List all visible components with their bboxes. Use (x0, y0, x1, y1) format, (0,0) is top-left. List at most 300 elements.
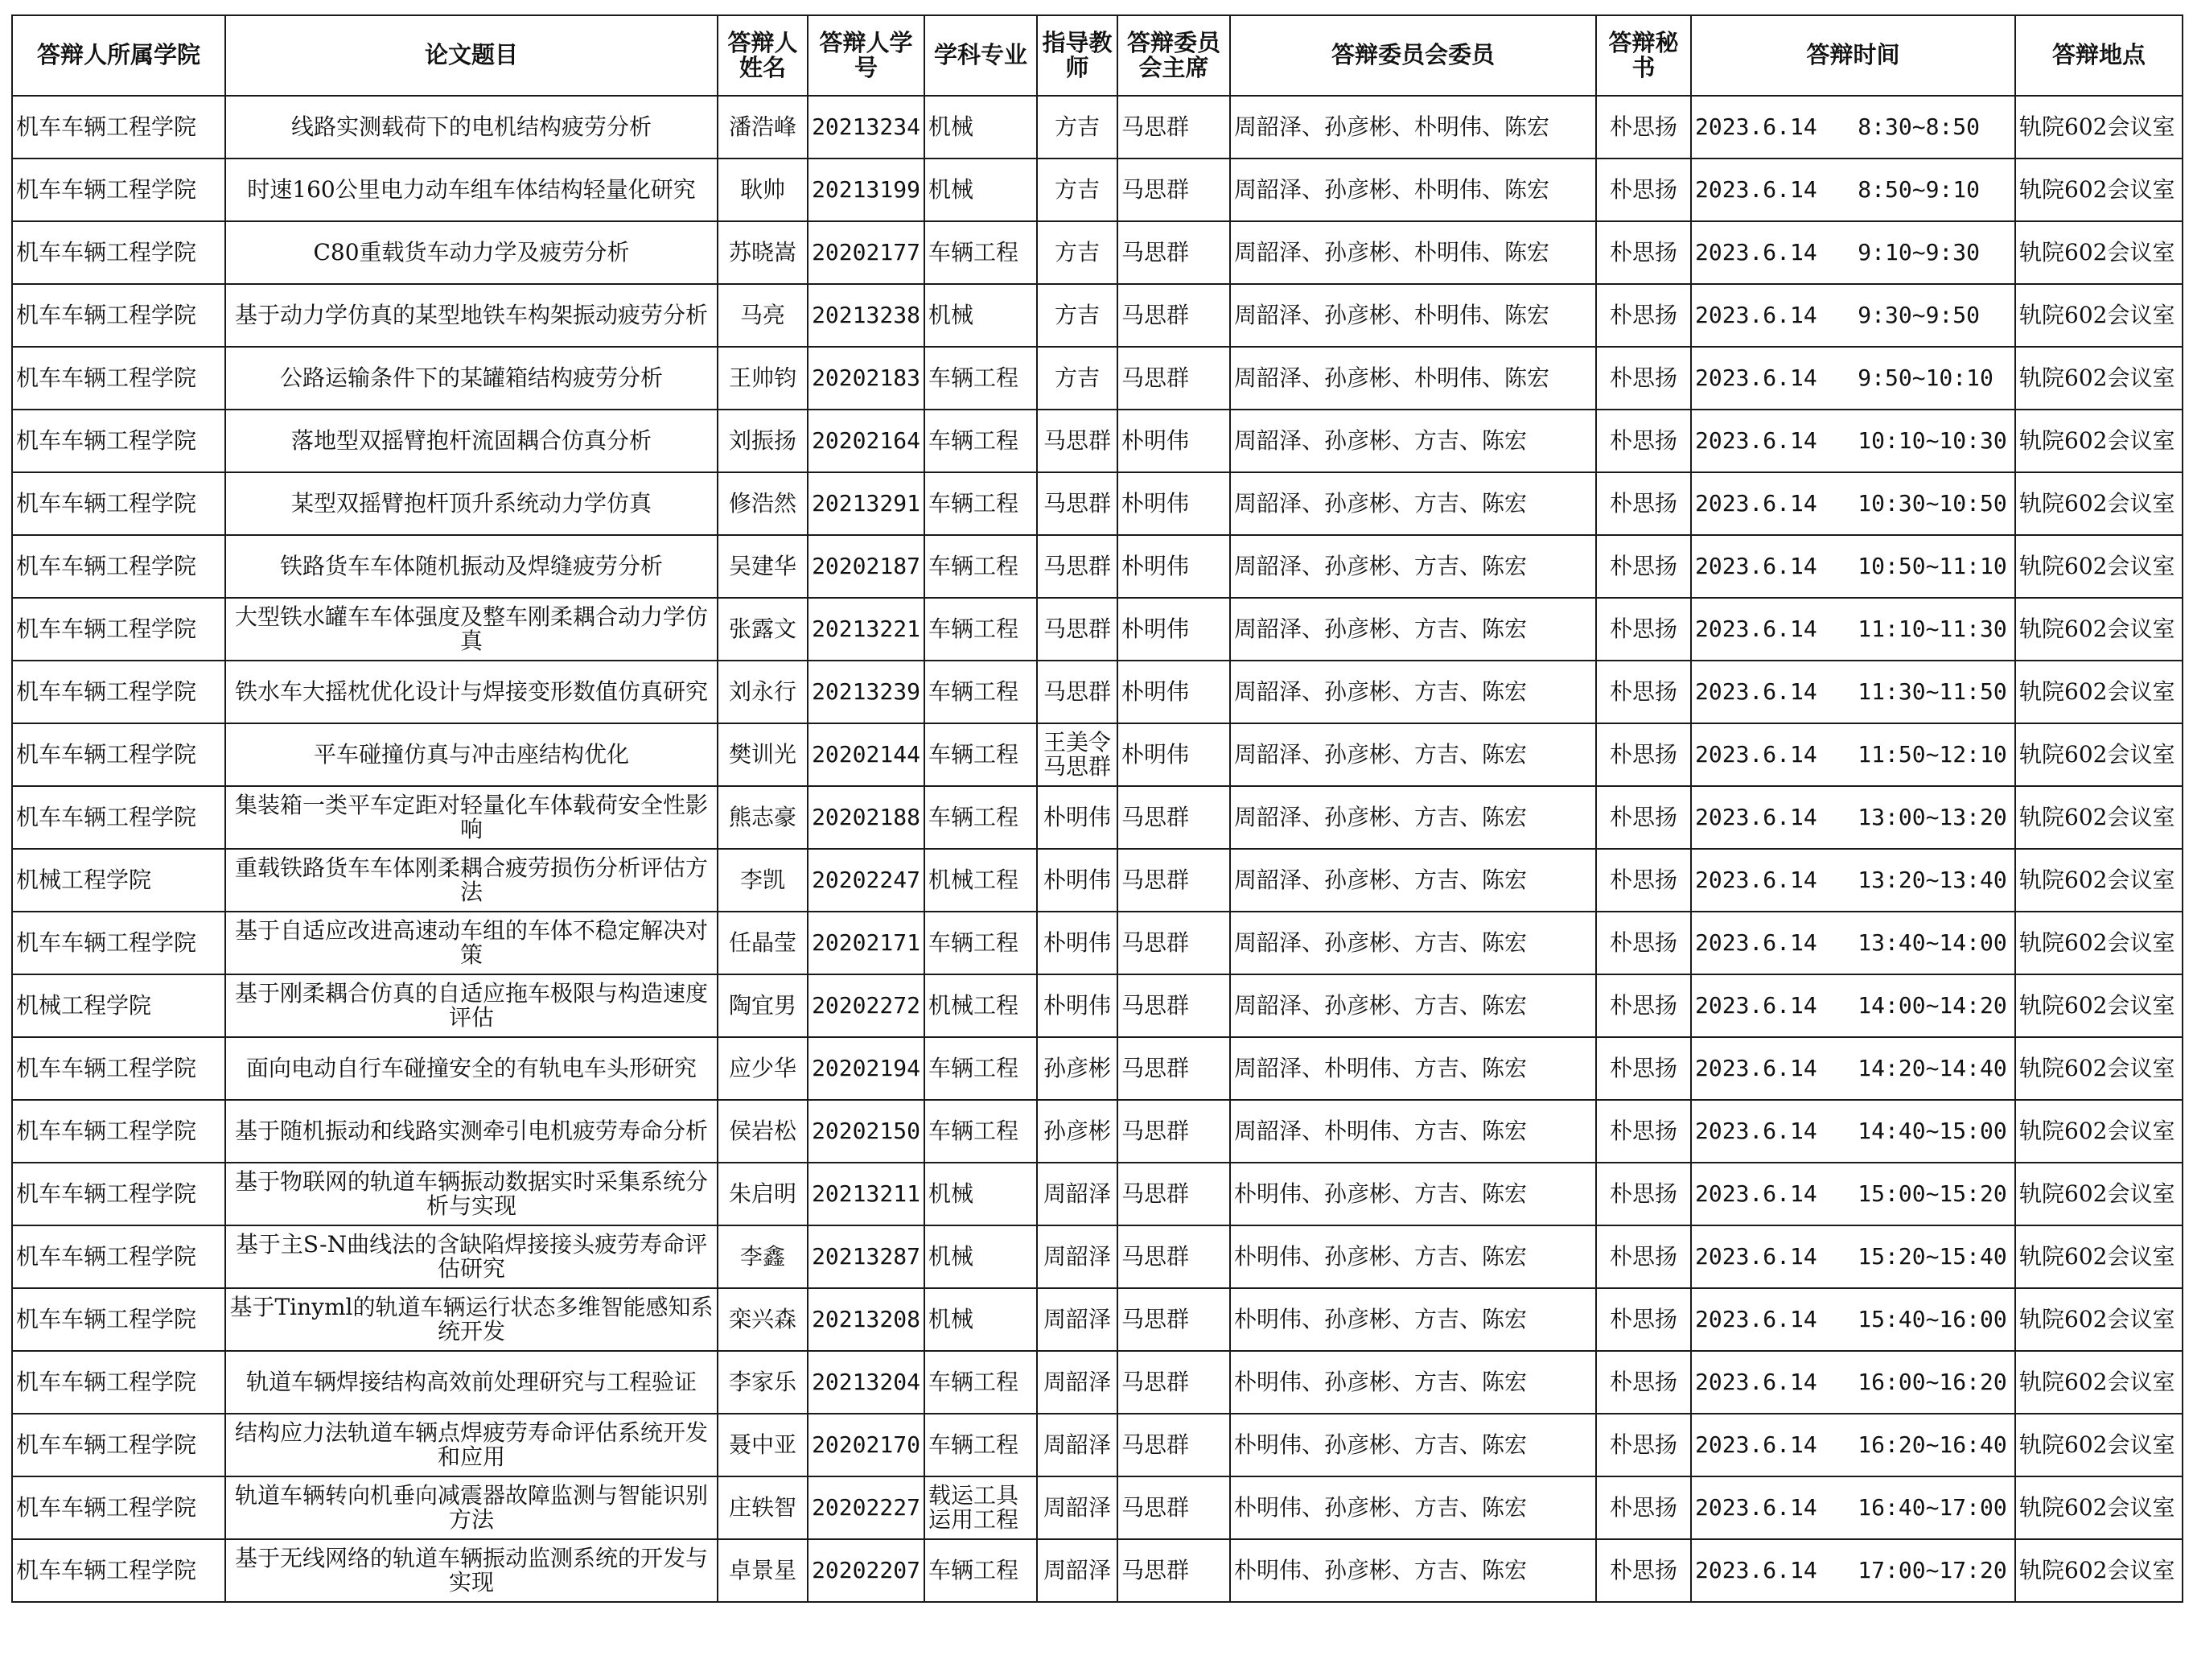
student-id-cell: 20202150 (808, 1100, 924, 1163)
table-row (12, 1225, 2183, 1288)
major-cell: 机械工程 (924, 974, 1037, 1037)
thesis-title-cell: 落地型双摇臂抱杆流固耦合仿真分析 (225, 410, 718, 472)
committee-members-cell: 周韶泽、孙彦彬、朴明伟、陈宏 (1230, 96, 1596, 159)
committee-members-cell: 朴明伟、孙彦彬、方吉、陈宏 (1230, 1163, 1596, 1225)
table-row (12, 410, 2183, 472)
student-name-cell: 耿帅 (718, 159, 808, 221)
student-name-cell: 熊志豪 (718, 786, 808, 849)
thesis-title-cell: 基于动力学仿真的某型地铁车构架振动疲劳分析 (225, 284, 718, 347)
advisor-cell: 方吉 (1037, 284, 1117, 347)
header-committee-members: 答辩委员会委员 (1230, 15, 1596, 96)
college-cell: 机车车辆工程学院 (12, 786, 225, 849)
college-cell: 机车车辆工程学院 (12, 284, 225, 347)
thesis-title-cell: 铁路货车车体随机振动及焊缝疲劳分析 (225, 535, 718, 598)
table-row (12, 1037, 2183, 1100)
secretary-cell: 朴思扬 (1596, 284, 1691, 347)
thesis-title-cell: C80重载货车动力学及疲劳分析 (225, 221, 718, 284)
location-cell: 轨院602会议室 (2015, 1100, 2183, 1163)
header-thesis-title: 论文题目 (225, 15, 718, 96)
advisor-cell: 朴明伟 (1037, 974, 1117, 1037)
major-cell: 车辆工程 (924, 410, 1037, 472)
secretary-cell: 朴思扬 (1596, 159, 1691, 221)
advisor-cell: 马思群 (1037, 598, 1117, 661)
thesis-title-cell: 某型双摇臂抱杆顶升系统动力学仿真 (225, 472, 718, 535)
table-row (12, 1539, 2183, 1602)
defense-time-cell: 2023.6.14 16:00~16:20 (1691, 1351, 2015, 1414)
committee-chair-cell: 朴明伟 (1117, 410, 1230, 472)
student-name-cell: 庄轶智 (718, 1476, 808, 1539)
defense-time-cell: 2023.6.14 9:10~9:30 (1691, 221, 2015, 284)
location-cell: 轨院602会议室 (2015, 1539, 2183, 1602)
secretary-cell: 朴思扬 (1596, 535, 1691, 598)
secretary-cell: 朴思扬 (1596, 598, 1691, 661)
student-name-cell: 聂中亚 (718, 1414, 808, 1476)
advisor-cell: 方吉 (1037, 96, 1117, 159)
location-cell: 轨院602会议室 (2015, 284, 2183, 347)
committee-chair-cell: 马思群 (1117, 1476, 1230, 1539)
student-name-cell: 马亮 (718, 284, 808, 347)
advisor-cell: 朴明伟 (1037, 786, 1117, 849)
secretary-cell: 朴思扬 (1596, 96, 1691, 159)
location-cell: 轨院602会议室 (2015, 912, 2183, 974)
student-id-cell: 20202164 (808, 410, 924, 472)
advisor-cell: 孙彦彬 (1037, 1100, 1117, 1163)
thesis-title-cell: 基于刚柔耦合仿真的自适应拖车极限与构造速度评估 (225, 974, 718, 1037)
student-id-cell: 20213291 (808, 472, 924, 535)
thesis-title-cell: 基于无线网络的轨道车辆振动监测系统的开发与实现 (225, 1539, 718, 1602)
major-cell: 车辆工程 (924, 786, 1037, 849)
committee-chair-cell: 马思群 (1117, 1037, 1230, 1100)
college-cell: 机车车辆工程学院 (12, 1100, 225, 1163)
location-cell: 轨院602会议室 (2015, 1476, 2183, 1539)
student-id-cell: 20202227 (808, 1476, 924, 1539)
student-name-cell: 朱启明 (718, 1163, 808, 1225)
college-cell: 机车车辆工程学院 (12, 598, 225, 661)
location-cell: 轨院602会议室 (2015, 1288, 2183, 1351)
table-row (12, 786, 2183, 849)
advisor-cell: 周韶泽 (1037, 1414, 1117, 1476)
student-id-cell: 20202272 (808, 974, 924, 1037)
student-name-cell: 王帅钧 (718, 347, 808, 410)
advisor-cell: 周韶泽 (1037, 1288, 1117, 1351)
student-name-cell: 潘浩峰 (718, 96, 808, 159)
student-id-cell: 20202247 (808, 849, 924, 912)
thesis-title-cell: 大型铁水罐车车体强度及整车刚柔耦合动力学仿真 (225, 598, 718, 661)
committee-chair-cell: 马思群 (1117, 849, 1230, 912)
table-row (12, 535, 2183, 598)
student-id-cell: 20213287 (808, 1225, 924, 1288)
table-row (12, 661, 2183, 723)
header-secretary: 答辩秘书 (1596, 15, 1691, 96)
committee-members-cell: 周韶泽、孙彦彬、方吉、陈宏 (1230, 535, 1596, 598)
table-row (12, 598, 2183, 661)
college-cell: 机车车辆工程学院 (12, 472, 225, 535)
major-cell: 车辆工程 (924, 1351, 1037, 1414)
table-row (12, 472, 2183, 535)
major-cell: 机械工程 (924, 849, 1037, 912)
student-id-cell: 20213199 (808, 159, 924, 221)
college-cell: 机车车辆工程学院 (12, 661, 225, 723)
table-row (12, 1288, 2183, 1351)
student-name-cell: 吴建华 (718, 535, 808, 598)
secretary-cell: 朴思扬 (1596, 347, 1691, 410)
thesis-title-cell: 基于物联网的轨道车辆振动数据实时采集系统分析与实现 (225, 1163, 718, 1225)
table-row (12, 221, 2183, 284)
major-cell: 车辆工程 (924, 912, 1037, 974)
major-cell: 车辆工程 (924, 661, 1037, 723)
defense-time-cell: 2023.6.14 16:20~16:40 (1691, 1414, 2015, 1476)
college-cell: 机车车辆工程学院 (12, 221, 225, 284)
location-cell: 轨院602会议室 (2015, 1163, 2183, 1225)
secretary-cell: 朴思扬 (1596, 1351, 1691, 1414)
committee-members-cell: 周韶泽、孙彦彬、朴明伟、陈宏 (1230, 284, 1596, 347)
college-cell: 机车车辆工程学院 (12, 1351, 225, 1414)
student-id-cell: 20213221 (808, 598, 924, 661)
location-cell: 轨院602会议室 (2015, 1414, 2183, 1476)
committee-members-cell: 朴明伟、孙彦彬、方吉、陈宏 (1230, 1288, 1596, 1351)
table-row (12, 849, 2183, 912)
college-cell: 机车车辆工程学院 (12, 535, 225, 598)
secretary-cell: 朴思扬 (1596, 723, 1691, 786)
defense-time-cell: 2023.6.14 11:10~11:30 (1691, 598, 2015, 661)
major-cell: 载运工具运用工程 (924, 1476, 1037, 1539)
thesis-title-cell: 面向电动自行车碰撞安全的有轨电车头形研究 (225, 1037, 718, 1100)
advisor-cell: 马思群 (1037, 661, 1117, 723)
advisor-cell: 方吉 (1037, 159, 1117, 221)
student-id-cell: 20202170 (808, 1414, 924, 1476)
defense-time-cell: 2023.6.14 15:40~16:00 (1691, 1288, 2015, 1351)
college-cell: 机车车辆工程学院 (12, 1163, 225, 1225)
student-id-cell: 20202171 (808, 912, 924, 974)
header-advisor: 指导教师 (1037, 15, 1117, 96)
major-cell: 机械 (924, 159, 1037, 221)
student-name-cell: 张露文 (718, 598, 808, 661)
committee-members-cell: 周韶泽、孙彦彬、方吉、陈宏 (1230, 786, 1596, 849)
college-cell: 机车车辆工程学院 (12, 1414, 225, 1476)
college-cell: 机车车辆工程学院 (12, 723, 225, 786)
committee-chair-cell: 马思群 (1117, 284, 1230, 347)
table-body (12, 96, 2183, 1602)
header-college: 答辩人所属学院 (12, 15, 225, 96)
student-id-cell: 20213204 (808, 1351, 924, 1414)
thesis-title-cell: 轨道车辆转向机垂向减震器故障监测与智能识别方法 (225, 1476, 718, 1539)
table-row (12, 96, 2183, 159)
table-row (12, 723, 2183, 786)
student-id-cell: 20213211 (808, 1163, 924, 1225)
thesis-title-cell: 基于主S-N曲线法的含缺陷焊接接头疲劳寿命评估研究 (225, 1225, 718, 1288)
committee-members-cell: 朴明伟、孙彦彬、方吉、陈宏 (1230, 1476, 1596, 1539)
thesis-title-cell: 基于随机振动和线路实测牵引电机疲劳寿命分析 (225, 1100, 718, 1163)
student-id-cell: 20202207 (808, 1539, 924, 1602)
location-cell: 轨院602会议室 (2015, 974, 2183, 1037)
major-cell: 车辆工程 (924, 598, 1037, 661)
defense-time-cell: 2023.6.14 14:40~15:00 (1691, 1100, 2015, 1163)
advisor-cell: 孙彦彬 (1037, 1037, 1117, 1100)
table-row (12, 912, 2183, 974)
student-name-cell: 苏晓嵩 (718, 221, 808, 284)
committee-members-cell: 周韶泽、孙彦彬、方吉、陈宏 (1230, 974, 1596, 1037)
student-id-cell: 20202144 (808, 723, 924, 786)
student-id-cell: 20213238 (808, 284, 924, 347)
student-name-cell: 李家乐 (718, 1351, 808, 1414)
student-id-cell: 20213234 (808, 96, 924, 159)
defense-schedule-table (11, 14, 2183, 1603)
committee-members-cell: 朴明伟、孙彦彬、方吉、陈宏 (1230, 1539, 1596, 1602)
college-cell: 机车车辆工程学院 (12, 1288, 225, 1351)
secretary-cell: 朴思扬 (1596, 661, 1691, 723)
thesis-title-cell: 公路运输条件下的某罐箱结构疲劳分析 (225, 347, 718, 410)
major-cell: 车辆工程 (924, 1037, 1037, 1100)
student-name-cell: 陶宜男 (718, 974, 808, 1037)
college-cell: 机车车辆工程学院 (12, 347, 225, 410)
advisor-cell: 马思群 (1037, 535, 1117, 598)
major-cell: 车辆工程 (924, 535, 1037, 598)
location-cell: 轨院602会议室 (2015, 96, 2183, 159)
thesis-title-cell: 铁水车大摇枕优化设计与焊接变形数值仿真研究 (225, 661, 718, 723)
committee-chair-cell: 马思群 (1117, 1539, 1230, 1602)
defense-time-cell: 2023.6.14 17:00~17:20 (1691, 1539, 2015, 1602)
defense-time-cell: 2023.6.14 9:30~9:50 (1691, 284, 2015, 347)
committee-chair-cell: 朴明伟 (1117, 598, 1230, 661)
header-student-name: 答辩人姓名 (718, 15, 808, 96)
advisor-cell: 方吉 (1037, 221, 1117, 284)
header-student-id: 答辩人学号 (808, 15, 924, 96)
major-cell: 机械 (924, 284, 1037, 347)
college-cell: 机车车辆工程学院 (12, 410, 225, 472)
advisor-cell: 朴明伟 (1037, 912, 1117, 974)
thesis-title-cell: 平车碰撞仿真与冲击座结构优化 (225, 723, 718, 786)
major-cell: 车辆工程 (924, 1100, 1037, 1163)
header-committee-chair: 答辩委员会主席 (1117, 15, 1230, 96)
advisor-cell: 周韶泽 (1037, 1539, 1117, 1602)
secretary-cell: 朴思扬 (1596, 1288, 1691, 1351)
committee-chair-cell: 马思群 (1117, 1351, 1230, 1414)
location-cell: 轨院602会议室 (2015, 1037, 2183, 1100)
major-cell: 车辆工程 (924, 472, 1037, 535)
header-location: 答辩地点 (2015, 15, 2183, 96)
student-name-cell: 刘永行 (718, 661, 808, 723)
student-name-cell: 刘振扬 (718, 410, 808, 472)
major-cell: 车辆工程 (924, 723, 1037, 786)
committee-chair-cell: 马思群 (1117, 974, 1230, 1037)
secretary-cell: 朴思扬 (1596, 1100, 1691, 1163)
secretary-cell: 朴思扬 (1596, 1539, 1691, 1602)
committee-members-cell: 周韶泽、朴明伟、方吉、陈宏 (1230, 1037, 1596, 1100)
defense-time-cell: 2023.6.14 14:20~14:40 (1691, 1037, 2015, 1100)
table-row (12, 1476, 2183, 1539)
student-name-cell: 樊训光 (718, 723, 808, 786)
secretary-cell: 朴思扬 (1596, 1037, 1691, 1100)
table-row (12, 1414, 2183, 1476)
committee-members-cell: 周韶泽、孙彦彬、朴明伟、陈宏 (1230, 347, 1596, 410)
committee-members-cell: 周韶泽、朴明伟、方吉、陈宏 (1230, 1100, 1596, 1163)
committee-chair-cell: 马思群 (1117, 347, 1230, 410)
defense-time-cell: 2023.6.14 11:50~12:10 (1691, 723, 2015, 786)
advisor-cell: 周韶泽 (1037, 1163, 1117, 1225)
major-cell: 车辆工程 (924, 1414, 1037, 1476)
thesis-title-cell: 结构应力法轨道车辆点焊疲劳寿命评估系统开发和应用 (225, 1414, 718, 1476)
college-cell: 机车车辆工程学院 (12, 1225, 225, 1288)
college-cell: 机车车辆工程学院 (12, 912, 225, 974)
committee-chair-cell: 马思群 (1117, 1225, 1230, 1288)
committee-members-cell: 周韶泽、孙彦彬、方吉、陈宏 (1230, 849, 1596, 912)
location-cell: 轨院602会议室 (2015, 1225, 2183, 1288)
location-cell: 轨院602会议室 (2015, 1351, 2183, 1414)
location-cell: 轨院602会议室 (2015, 598, 2183, 661)
thesis-title-cell: 线路实测载荷下的电机结构疲劳分析 (225, 96, 718, 159)
committee-members-cell: 朴明伟、孙彦彬、方吉、陈宏 (1230, 1225, 1596, 1288)
student-id-cell: 20213208 (808, 1288, 924, 1351)
committee-chair-cell: 马思群 (1117, 786, 1230, 849)
defense-time-cell: 2023.6.14 13:40~14:00 (1691, 912, 2015, 974)
committee-members-cell: 周韶泽、孙彦彬、方吉、陈宏 (1230, 661, 1596, 723)
committee-chair-cell: 马思群 (1117, 1163, 1230, 1225)
advisor-cell: 马思群 (1037, 410, 1117, 472)
location-cell: 轨院602会议室 (2015, 347, 2183, 410)
committee-members-cell: 周韶泽、孙彦彬、方吉、陈宏 (1230, 723, 1596, 786)
table-row (12, 347, 2183, 410)
committee-chair-cell: 马思群 (1117, 96, 1230, 159)
committee-chair-cell: 马思群 (1117, 1288, 1230, 1351)
header-defense-time: 答辩时间 (1691, 15, 2015, 96)
location-cell: 轨院602会议室 (2015, 535, 2183, 598)
location-cell: 轨院602会议室 (2015, 661, 2183, 723)
committee-chair-cell: 马思群 (1117, 159, 1230, 221)
major-cell: 机械 (924, 1288, 1037, 1351)
defense-time-cell: 2023.6.14 13:00~13:20 (1691, 786, 2015, 849)
secretary-cell: 朴思扬 (1596, 472, 1691, 535)
advisor-cell: 马思群 (1037, 472, 1117, 535)
defense-time-cell: 2023.6.14 16:40~17:00 (1691, 1476, 2015, 1539)
college-cell: 机车车辆工程学院 (12, 96, 225, 159)
header-row (12, 15, 2183, 96)
table-row (12, 974, 2183, 1037)
major-cell: 车辆工程 (924, 347, 1037, 410)
thesis-title-cell: 基于Tinyml的轨道车辆运行状态多维智能感知系统开发 (225, 1288, 718, 1351)
committee-members-cell: 周韶泽、孙彦彬、朴明伟、陈宏 (1230, 159, 1596, 221)
header-major: 学科专业 (924, 15, 1037, 96)
student-name-cell: 修浩然 (718, 472, 808, 535)
location-cell: 轨院602会议室 (2015, 221, 2183, 284)
secretary-cell: 朴思扬 (1596, 974, 1691, 1037)
student-id-cell: 20202183 (808, 347, 924, 410)
committee-chair-cell: 马思群 (1117, 912, 1230, 974)
committee-members-cell: 朴明伟、孙彦彬、方吉、陈宏 (1230, 1414, 1596, 1476)
location-cell: 轨院602会议室 (2015, 786, 2183, 849)
defense-time-cell: 2023.6.14 10:30~10:50 (1691, 472, 2015, 535)
secretary-cell: 朴思扬 (1596, 1414, 1691, 1476)
college-cell: 机车车辆工程学院 (12, 1476, 225, 1539)
committee-members-cell: 朴明伟、孙彦彬、方吉、陈宏 (1230, 1351, 1596, 1414)
defense-time-cell: 2023.6.14 8:30~8:50 (1691, 96, 2015, 159)
student-name-cell: 任晶莹 (718, 912, 808, 974)
secretary-cell: 朴思扬 (1596, 1476, 1691, 1539)
table-row (12, 284, 2183, 347)
secretary-cell: 朴思扬 (1596, 410, 1691, 472)
secretary-cell: 朴思扬 (1596, 1225, 1691, 1288)
advisor-cell: 方吉 (1037, 347, 1117, 410)
student-name-cell: 李凯 (718, 849, 808, 912)
student-name-cell: 栾兴森 (718, 1288, 808, 1351)
thesis-title-cell: 集装箱一类平车定距对轻量化车体载荷安全性影响 (225, 786, 718, 849)
defense-time-cell: 2023.6.14 15:00~15:20 (1691, 1163, 2015, 1225)
student-id-cell: 20202177 (808, 221, 924, 284)
student-id-cell: 20202188 (808, 786, 924, 849)
defense-time-cell: 2023.6.14 13:20~13:40 (1691, 849, 2015, 912)
secretary-cell: 朴思扬 (1596, 1163, 1691, 1225)
secretary-cell: 朴思扬 (1596, 221, 1691, 284)
thesis-title-cell: 重载铁路货车车体刚柔耦合疲劳损伤分析评估方法 (225, 849, 718, 912)
college-cell: 机械工程学院 (12, 849, 225, 912)
defense-time-cell: 2023.6.14 8:50~9:10 (1691, 159, 2015, 221)
committee-members-cell: 周韶泽、孙彦彬、方吉、陈宏 (1230, 912, 1596, 974)
thesis-title-cell: 轨道车辆焊接结构高效前处理研究与工程验证 (225, 1351, 718, 1414)
defense-time-cell: 2023.6.14 9:50~10:10 (1691, 347, 2015, 410)
committee-chair-cell: 朴明伟 (1117, 472, 1230, 535)
location-cell: 轨院602会议室 (2015, 849, 2183, 912)
committee-members-cell: 周韶泽、孙彦彬、方吉、陈宏 (1230, 410, 1596, 472)
committee-chair-cell: 朴明伟 (1117, 661, 1230, 723)
defense-time-cell: 2023.6.14 11:30~11:50 (1691, 661, 2015, 723)
major-cell: 机械 (924, 1163, 1037, 1225)
college-cell: 机械工程学院 (12, 974, 225, 1037)
secretary-cell: 朴思扬 (1596, 912, 1691, 974)
location-cell: 轨院602会议室 (2015, 723, 2183, 786)
table-row (12, 1163, 2183, 1225)
location-cell: 轨院602会议室 (2015, 159, 2183, 221)
table-row (12, 159, 2183, 221)
committee-chair-cell: 马思群 (1117, 1414, 1230, 1476)
thesis-title-cell: 时速160公里电力动车组车体结构轻量化研究 (225, 159, 718, 221)
committee-members-cell: 周韶泽、孙彦彬、方吉、陈宏 (1230, 472, 1596, 535)
committee-chair-cell: 马思群 (1117, 1100, 1230, 1163)
major-cell: 机械 (924, 96, 1037, 159)
major-cell: 车辆工程 (924, 221, 1037, 284)
committee-chair-cell: 朴明伟 (1117, 535, 1230, 598)
student-name-cell: 应少华 (718, 1037, 808, 1100)
college-cell: 机车车辆工程学院 (12, 159, 225, 221)
college-cell: 机车车辆工程学院 (12, 1037, 225, 1100)
committee-chair-cell: 朴明伟 (1117, 723, 1230, 786)
committee-chair-cell: 马思群 (1117, 221, 1230, 284)
advisor-cell: 周韶泽 (1037, 1225, 1117, 1288)
advisor-cell: 朴明伟 (1037, 849, 1117, 912)
student-id-cell: 20202187 (808, 535, 924, 598)
table-row (12, 1100, 2183, 1163)
thesis-title-cell: 基于自适应改进高速动车组的车体不稳定解决对策 (225, 912, 718, 974)
committee-members-cell: 周韶泽、孙彦彬、朴明伟、陈宏 (1230, 221, 1596, 284)
defense-time-cell: 2023.6.14 10:10~10:30 (1691, 410, 2015, 472)
student-name-cell: 卓景星 (718, 1539, 808, 1602)
defense-time-cell: 2023.6.14 10:50~11:10 (1691, 535, 2015, 598)
location-cell: 轨院602会议室 (2015, 410, 2183, 472)
secretary-cell: 朴思扬 (1596, 786, 1691, 849)
student-name-cell: 侯岩松 (718, 1100, 808, 1163)
college-cell: 机车车辆工程学院 (12, 1539, 225, 1602)
advisor-cell: 王美令马思群 (1037, 723, 1117, 786)
advisor-cell: 周韶泽 (1037, 1351, 1117, 1414)
committee-members-cell: 周韶泽、孙彦彬、方吉、陈宏 (1230, 598, 1596, 661)
major-cell: 车辆工程 (924, 1539, 1037, 1602)
secretary-cell: 朴思扬 (1596, 849, 1691, 912)
table-row (12, 1351, 2183, 1414)
major-cell: 机械 (924, 1225, 1037, 1288)
defense-time-cell: 2023.6.14 14:00~14:20 (1691, 974, 2015, 1037)
advisor-cell: 周韶泽 (1037, 1476, 1117, 1539)
student-id-cell: 20213239 (808, 661, 924, 723)
defense-time-cell: 2023.6.14 15:20~15:40 (1691, 1225, 2015, 1288)
student-name-cell: 李鑫 (718, 1225, 808, 1288)
